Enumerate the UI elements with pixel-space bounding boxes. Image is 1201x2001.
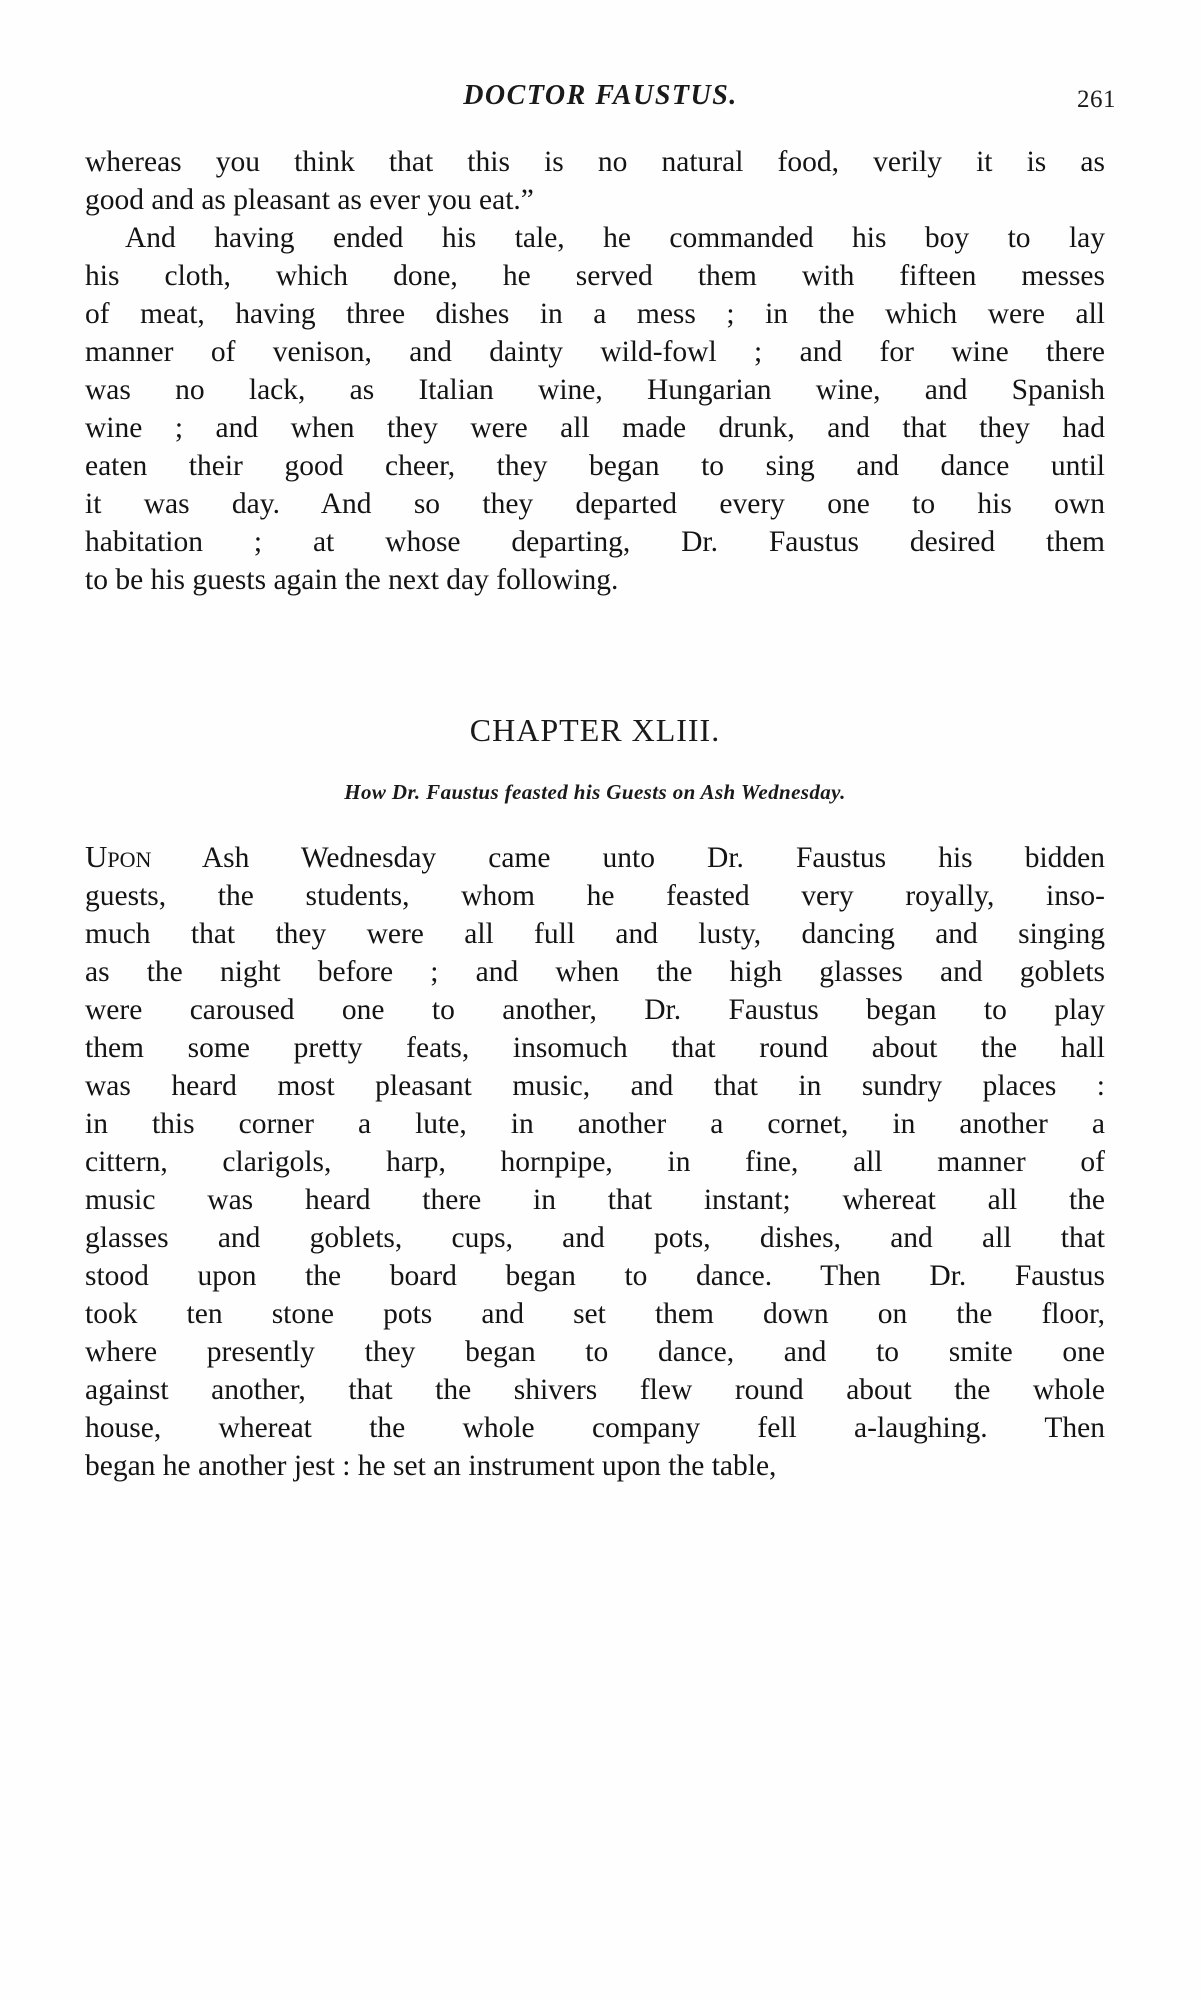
text-line: stood upon the board began to dance. Then Dr. Faustus xyxy=(85,1260,1105,1292)
text-line: to be his guests again the next day following. xyxy=(85,564,619,596)
chapter-heading: CHAPTER XLIII. xyxy=(469,712,721,748)
small-caps-opening: Upon xyxy=(85,839,152,874)
text-line: good and as pleasant as ever you eat.” xyxy=(85,184,534,216)
text-line-inner: Ash Wednesday came unto Dr. Faustus his bidden xyxy=(201,842,1106,874)
text-line: habitation ; at whose departing, Dr. Faustus desired them xyxy=(85,526,1105,558)
text-line: guests, the students, whom he feasted very royally, inso- xyxy=(85,880,1105,912)
text-line: were caroused one to another, Dr. Faustus began to play xyxy=(85,994,1105,1026)
text-line: them some pretty feats, insomuch that round about the hall xyxy=(85,1032,1105,1064)
text-line: house, whereat the whole company fell a-laughing. Then xyxy=(85,1412,1105,1444)
text-line: against another, that the shivers flew round about the whole xyxy=(85,1374,1105,1406)
text-line: began he another jest : he set an instrument upon the table, xyxy=(85,1450,777,1482)
text-line: was heard most pleasant music, and that in sundry places : xyxy=(85,1070,1105,1102)
page-number: 261 xyxy=(1077,86,1116,113)
text-line: eaten their good cheer, they began to sing and dance until xyxy=(85,450,1105,482)
text-line: where presently they began to dance, and to smite one xyxy=(85,1336,1105,1368)
body-paragraph-first xyxy=(85,143,1105,599)
text-line: cittern, clarigols, harp, hornpipe, in fine, all manner of xyxy=(85,1146,1105,1178)
text-line xyxy=(85,838,1105,877)
text-line-inner: And having ended his tale, he commanded his boy to lay xyxy=(125,222,1105,254)
body-paragraph-chapter xyxy=(85,838,1105,1485)
text-line: wine ; and when they were all made drunk, and that they had xyxy=(85,412,1105,444)
text-line: music was heard there in that instant; whereat all the xyxy=(85,1184,1105,1216)
text-line: was no lack, as Italian wine, Hungarian wine, and Spanish xyxy=(85,374,1105,406)
text-line: glasses and goblets, cups, and pots, dishes, and all that xyxy=(85,1222,1105,1254)
running-head-title: DOCTOR FAUSTUS. xyxy=(463,80,738,111)
text-line: in this corner a lute, in another a cornet, in another a xyxy=(85,1108,1105,1140)
text-line: took ten stone pots and set them down on the floor, xyxy=(85,1298,1105,1330)
text-line: much that they were all full and lusty, dancing and singing xyxy=(85,918,1105,950)
text-line xyxy=(85,219,1105,257)
text-line: of meat, having three dishes in a mess ; in the which were all xyxy=(85,298,1105,330)
text-line: as the night before ; and when the high glasses and goblets xyxy=(85,956,1105,988)
text-line: manner of venison, and dainty wild-fowl ; and for wine there xyxy=(85,336,1105,368)
text-line: whereas you think that this is no natural food, verily it is as xyxy=(85,146,1105,178)
chapter-subtitle: How Dr. Faustus feasted his Guests on Ash Wednesday. xyxy=(344,780,846,804)
text-line: his cloth, which done, he served them with fifteen messes xyxy=(85,260,1105,292)
running-head xyxy=(85,80,1116,120)
text-line: it was day. And so they departed every one to his own xyxy=(85,488,1105,520)
